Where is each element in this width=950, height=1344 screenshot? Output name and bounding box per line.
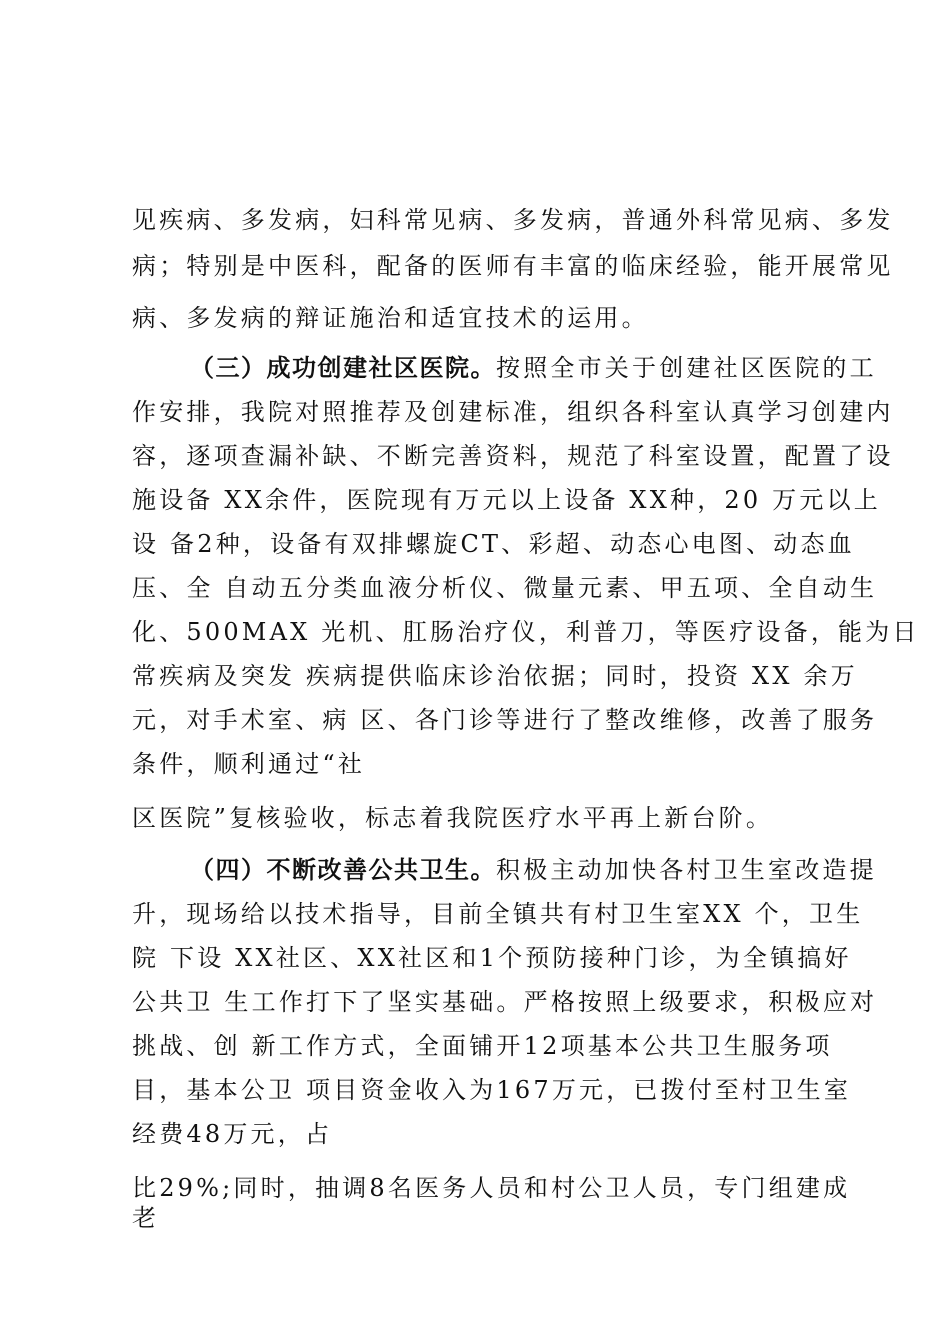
paragraph-line: 病；特别是中医科，配备的医师有丰富的临床经验，能开展常见 [132, 252, 894, 280]
paragraph-line: 见疾病、多发病，妇科常见病、多发病，普通外科常见病、多发 [132, 206, 894, 234]
paragraph-line: 公共卫 生工作打下了坚实基础。严格按照上级要求，积极应对 [132, 988, 878, 1016]
section-heading: （四）不断改善公共卫生。 [190, 855, 496, 884]
paragraph-line: 升，现场给以技术指导，目前全镇共有村卫生室XX 个，卫生 [132, 900, 864, 928]
paragraph-line: 压、全 自动五分类血液分析仪、微量元素、甲五项、全自动生 [132, 574, 878, 602]
paragraph-first-line [190, 855, 877, 885]
paragraph-line: 设 备2种，设备有双排螺旋CT、彩超、动态心电图、动态血 [132, 530, 855, 558]
paragraph-text: 按照全市关于创建社区医院的工 [496, 354, 877, 382]
paragraph-line: 化、500MAX 光机、肛肠治疗仪，利普刀，等医疗设备，能为日 [132, 618, 920, 646]
paragraph-line: 作安排，我院对照推荐及创建标准，组织各科室认真学习创建内 [132, 398, 894, 426]
paragraph-line: 施设备 XX余件，医院现有万元以上设备 XX种，20 万元以上 [132, 486, 881, 514]
paragraph-line: 病、多发病的辩证施治和适宜技术的运用。 [132, 304, 649, 332]
paragraph-line: 元，对手术室、病 区、各门诊等进行了整改维修，改善了服务 [132, 706, 878, 734]
paragraph-line: 院 下设 XX社区、XX社区和1个预防接种门诊，为全镇搞好 [132, 944, 852, 972]
paragraph-text: 积极主动加快各村卫生室改造提 [496, 856, 877, 884]
paragraph-line: 目，基本公卫 项目资金收入为167万元，已拨付至村卫生室 [132, 1076, 852, 1104]
paragraph-line: 区医院”复核验收，标志着我院医疗水平再上新台阶。 [132, 804, 774, 832]
paragraph-line: 老 [132, 1204, 160, 1232]
paragraph-line: 容，逐项查漏补缺、不断完善资料，规范了科室设置，配置了设 [132, 442, 894, 470]
paragraph-line: 条件，顺利通过“社 [132, 750, 366, 778]
paragraph-line: 常疾病及突发 疾病提供临床诊治依据；同时，投资 XX 余万 [132, 662, 858, 690]
paragraph-line: 经费48万元，占 [132, 1120, 333, 1148]
paragraph-line: 比29%;同时，抽调8名医务人员和村公卫人员，专门组建成 [132, 1174, 851, 1202]
paragraph-line: 挑战、创 新工作方式，全面铺开12项基本公共卫生服务项 [132, 1032, 833, 1060]
section-heading: （三）成功创建社区医院。 [190, 353, 496, 382]
paragraph-first-line [190, 353, 877, 383]
